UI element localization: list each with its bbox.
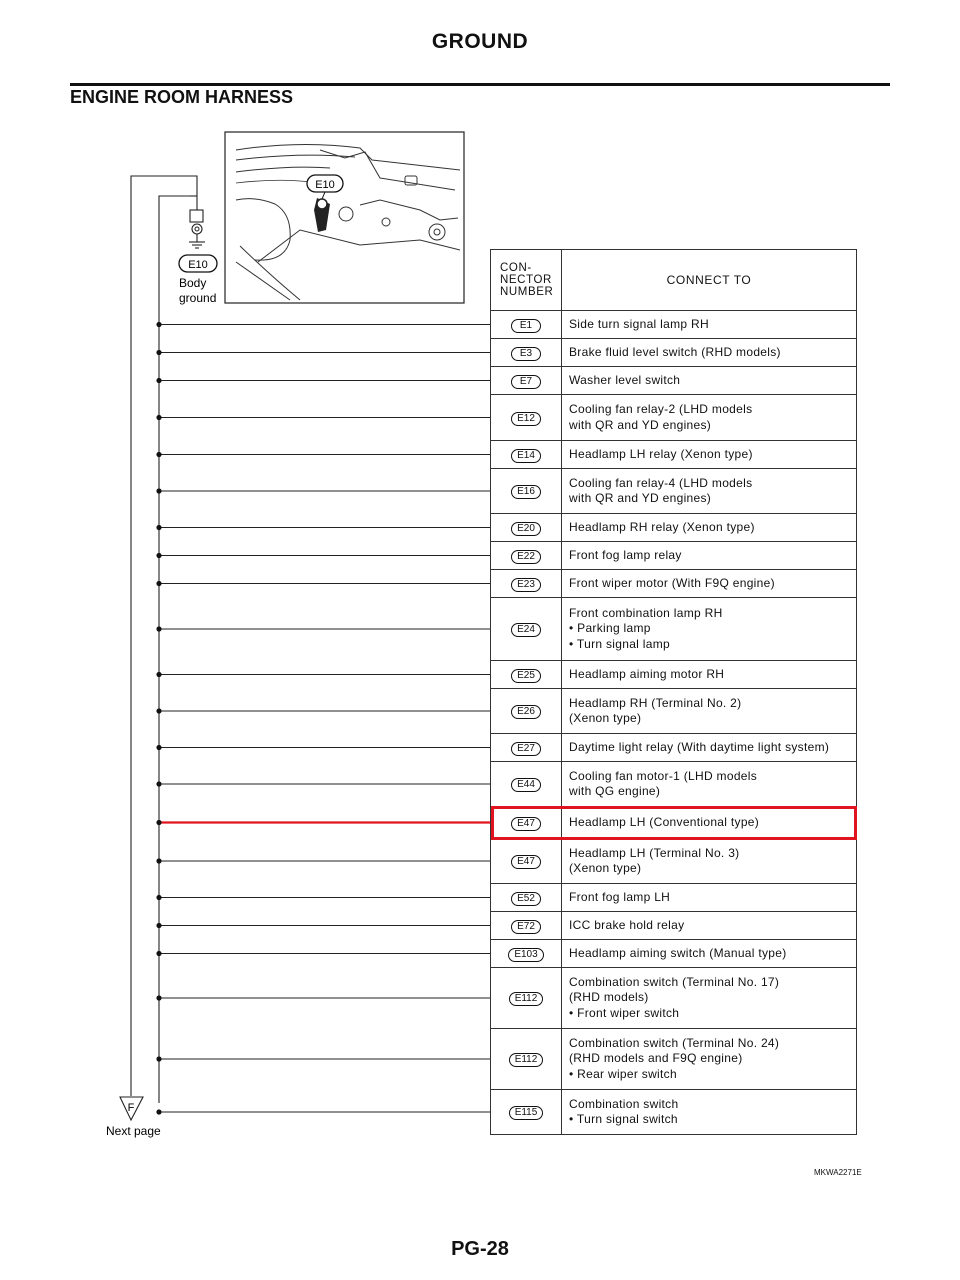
connector-badge: E26 xyxy=(511,705,541,719)
table-row xyxy=(491,395,857,441)
connector-badge: E52 xyxy=(511,892,541,906)
connector-cell xyxy=(491,367,562,395)
connect-to-text: ICC brake hold relay xyxy=(569,917,685,932)
connector-cell xyxy=(491,469,562,514)
ground-label-line1: Body xyxy=(179,276,207,290)
connector-cell xyxy=(491,734,562,762)
connect-to-text: Cooling fan relay-2 (LHD models xyxy=(569,402,753,416)
connector-badge: E103 xyxy=(508,948,543,962)
table-row xyxy=(491,469,857,514)
connect-to-cell xyxy=(562,514,857,542)
table-row xyxy=(491,884,857,912)
connect-to-text: Front wiper motor (With F9Q engine) xyxy=(569,575,775,590)
connect-to-text: (Xenon type) xyxy=(569,711,642,725)
splice-dot xyxy=(156,672,161,677)
splice-dot xyxy=(156,525,161,530)
table-row xyxy=(491,912,857,940)
connect-to-cell xyxy=(562,884,857,912)
connect-to-text: Side turn signal lamp RH xyxy=(569,316,709,331)
connector-cell xyxy=(491,1029,562,1090)
connect-to-cell xyxy=(562,661,857,689)
splice-dot xyxy=(156,1056,161,1061)
connect-to-cell xyxy=(562,311,857,339)
table-row xyxy=(491,762,857,807)
table-row xyxy=(491,311,857,339)
splice-dot xyxy=(156,995,161,1000)
splice-dot xyxy=(156,895,161,900)
connect-to-cell xyxy=(562,940,857,968)
connector-badge: E112 xyxy=(509,1053,544,1067)
table-row xyxy=(491,968,857,1029)
connect-to-text: Front combination lamp RH xyxy=(569,605,723,620)
connector-cell xyxy=(491,339,562,367)
table-row xyxy=(491,339,857,367)
splice-dot xyxy=(156,951,161,956)
connect-to-cell xyxy=(562,339,857,367)
connector-badge: E3 xyxy=(511,347,541,361)
connect-to-text: Front fog lamp LH xyxy=(569,889,671,904)
connect-to-cell xyxy=(562,1029,857,1090)
ground-label-line2: ground xyxy=(179,291,217,305)
table-row xyxy=(491,367,857,395)
connect-to-cell xyxy=(562,441,857,469)
connector-cell xyxy=(491,570,562,598)
connector-cell xyxy=(491,542,562,570)
connect-to-cell xyxy=(562,734,857,762)
continuation-letter: F xyxy=(127,1102,135,1114)
table-header-row xyxy=(491,250,857,311)
connector-badge: E12 xyxy=(511,412,541,426)
splice-dot xyxy=(156,322,161,327)
connect-to-text: Combination switch xyxy=(569,1096,679,1111)
connector-cell xyxy=(491,661,562,689)
trunk-wire-inner xyxy=(159,196,190,1103)
connector-badge: E22 xyxy=(511,550,541,564)
connector-badge: E7 xyxy=(511,375,541,389)
table-row xyxy=(491,734,857,762)
connector-cell xyxy=(491,441,562,469)
splice-dot xyxy=(156,553,161,558)
page-number: PG-28 xyxy=(451,1238,509,1260)
section-title: ENGINE ROOM HARNESS xyxy=(70,87,294,107)
connect-to-cell xyxy=(562,912,857,940)
connect-to-text: Headlamp LH relay (Xenon type) xyxy=(569,446,753,461)
connect-to-cell xyxy=(562,689,857,734)
connector-cell xyxy=(491,884,562,912)
figure-code: MKWA2271E xyxy=(814,1168,862,1177)
connect-to-text: Brake fluid level switch (RHD models) xyxy=(569,344,781,359)
connect-to-text: with QR and YD engines) xyxy=(569,491,712,505)
connect-to-text: Headlamp RH relay (Xenon type) xyxy=(569,519,755,534)
ground-symbol xyxy=(179,210,217,305)
splice-dot xyxy=(156,581,161,586)
connect-to-text: • Turn signal switch xyxy=(569,1112,678,1126)
connect-to-text: (Xenon type) xyxy=(569,861,642,875)
connect-to-cell xyxy=(562,469,857,514)
connect-to-text: Headlamp aiming switch (Manual type) xyxy=(569,945,787,960)
splice-dot xyxy=(156,350,161,355)
connector-table xyxy=(490,249,857,1135)
splice-dot xyxy=(156,781,161,786)
connector-badge: E14 xyxy=(511,449,541,463)
connect-to-text: Combination switch (Terminal No. 24) xyxy=(569,1035,780,1050)
connect-to-text: Washer level switch xyxy=(569,372,681,387)
splice-dot xyxy=(156,415,161,420)
splice-dot xyxy=(156,452,161,457)
connector-badge: E47 xyxy=(511,817,541,831)
table-row xyxy=(491,940,857,968)
splice-dot xyxy=(156,708,161,713)
table-row xyxy=(491,839,857,884)
connect-to-text: (RHD models) xyxy=(569,990,649,1005)
connect-to-cell xyxy=(562,598,857,661)
engine-illustration xyxy=(225,132,464,303)
connect-to-cell xyxy=(562,1090,857,1135)
connector-cell xyxy=(491,689,562,734)
splice-dot xyxy=(156,488,161,493)
table-row xyxy=(491,542,857,570)
connect-to-text: with QR and YD engines) xyxy=(569,417,712,432)
connect-to-text: Headlamp RH (Terminal No. 2) xyxy=(569,695,742,710)
connect-to-cell xyxy=(562,367,857,395)
connect-to-text: Cooling fan relay-4 (LHD models xyxy=(569,475,753,490)
connector-cell xyxy=(491,839,562,884)
connector-badge: E20 xyxy=(511,522,541,536)
connect-to-text: Front fog lamp relay xyxy=(569,547,682,562)
connector-cell xyxy=(491,912,562,940)
table-row xyxy=(491,689,857,734)
connector-cell xyxy=(491,598,562,661)
table-row xyxy=(491,1029,857,1090)
connect-to-cell xyxy=(562,542,857,570)
connector-badge: E23 xyxy=(511,578,541,592)
table-row xyxy=(491,514,857,542)
connect-to-text: with QG engine) xyxy=(569,784,661,798)
branch-wires xyxy=(156,322,490,1115)
splice-dot xyxy=(156,1109,161,1114)
connector-badge: E115 xyxy=(509,1106,544,1120)
connector-badge: E25 xyxy=(511,669,541,683)
splice-dot xyxy=(156,745,161,750)
splice-dot xyxy=(156,626,161,631)
trunk-wire-outer xyxy=(131,176,197,1096)
table-row xyxy=(491,570,857,598)
connect-to-text: Headlamp LH (Terminal No. 3) xyxy=(569,845,740,860)
table-row xyxy=(491,598,857,661)
illustration-connector-label: E10 xyxy=(315,179,335,191)
connect-to-text: Daytime light relay (With daytime light system) xyxy=(569,739,830,754)
page-title: GROUND xyxy=(431,30,529,53)
highlight-box xyxy=(491,806,857,840)
connector-cell xyxy=(491,1090,562,1135)
connect-to-text: • Parking lamp xyxy=(569,621,651,636)
connector-badge: E27 xyxy=(511,742,541,756)
connector-cell xyxy=(491,940,562,968)
connect-to-text: • Turn signal lamp xyxy=(569,636,670,651)
connector-cell xyxy=(491,762,562,807)
continuation-label: Next page xyxy=(106,1124,161,1138)
ground-connector-label: E10 xyxy=(188,259,208,271)
connector-cell xyxy=(491,968,562,1029)
table-row xyxy=(491,1090,857,1135)
connect-to-cell xyxy=(562,570,857,598)
connect-to-cell xyxy=(562,839,857,884)
connect-to-text: Combination switch (Terminal No. 17) xyxy=(569,974,780,989)
connector-badge: E24 xyxy=(511,623,541,637)
splice-dot xyxy=(156,820,161,825)
connector-badge: E16 xyxy=(511,485,541,499)
connect-to-cell xyxy=(562,968,857,1029)
splice-dot xyxy=(156,378,161,383)
connector-badge: E47 xyxy=(511,855,541,869)
connector-badge: E72 xyxy=(511,920,541,934)
connect-to-text: Cooling fan motor-1 (LHD models xyxy=(569,768,758,783)
connector-badge: E1 xyxy=(511,319,541,333)
header-connector-number: CON- NECTOR NUMBER xyxy=(491,250,562,311)
connector-cell xyxy=(491,311,562,339)
connect-to-text: (RHD models and F9Q engine) xyxy=(569,1051,743,1066)
connect-to-text: Headlamp LH (Conventional type) xyxy=(569,814,760,829)
connector-badge: E112 xyxy=(509,992,544,1006)
connector-cell xyxy=(491,395,562,441)
connector-cell xyxy=(491,514,562,542)
table-row xyxy=(491,441,857,469)
splice-dot xyxy=(156,858,161,863)
header-connect-to: CONNECT TO xyxy=(562,250,857,311)
connector-badge: E44 xyxy=(511,778,541,792)
connect-to-text: • Rear wiper switch xyxy=(569,1066,677,1081)
table-row xyxy=(491,661,857,689)
connect-to-text: • Front wiper switch xyxy=(569,1005,680,1020)
connect-to-cell xyxy=(562,762,857,807)
connect-to-text: Headlamp aiming motor RH xyxy=(569,666,725,681)
continuation-marker xyxy=(106,1097,161,1138)
splice-dot xyxy=(156,923,161,928)
connect-to-cell xyxy=(562,395,857,441)
